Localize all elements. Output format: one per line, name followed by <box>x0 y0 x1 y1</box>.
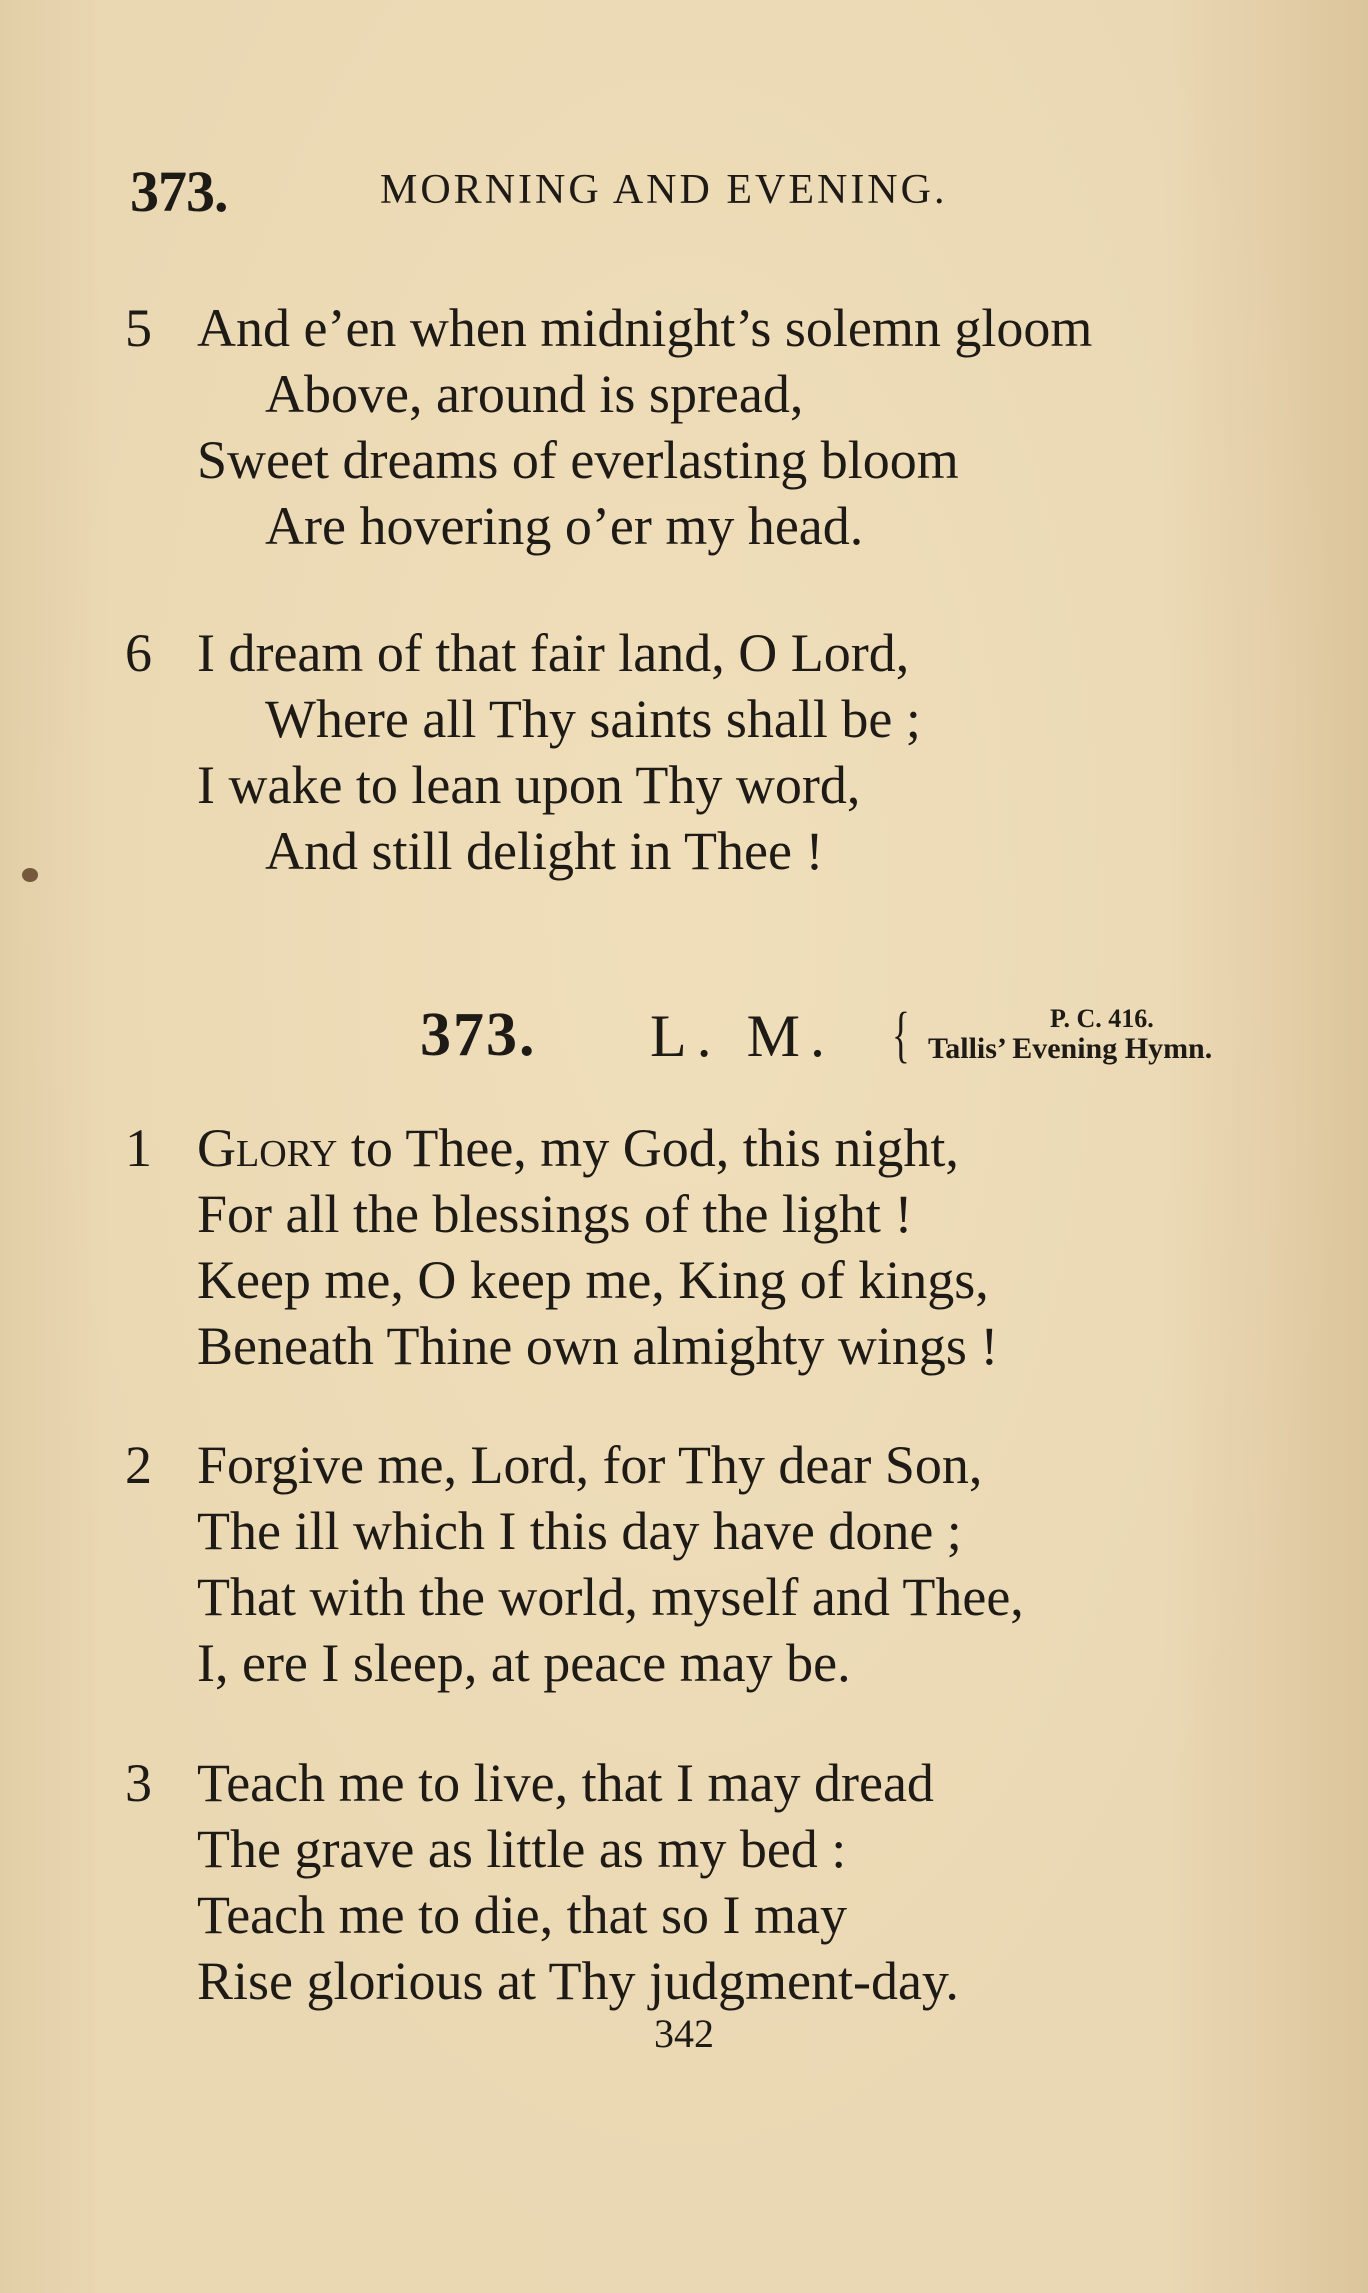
verse-text: Rise glorious at Thy judgment-day. <box>197 1951 959 2011</box>
verse-text: I wake to lean upon Thy word, <box>197 755 861 815</box>
verse-text: Where all Thy saints shall be ; <box>265 689 921 749</box>
ink-speck <box>22 868 38 882</box>
verse-line <box>125 818 1325 884</box>
verse-line <box>125 493 1325 559</box>
verse-text: For all the blessings of the light ! <box>197 1184 913 1244</box>
initial-capital: G <box>197 1118 236 1178</box>
verse-text: The ill which I this day have done ; <box>197 1501 962 1561</box>
running-head-hymn-number: 373. <box>130 159 228 224</box>
running-head-title: MORNING AND EVENING. <box>380 167 948 213</box>
verse-text: Above, around is spread, <box>265 364 804 424</box>
verse-text: And still delight in Thee ! <box>265 821 824 881</box>
verse-text: Sweet dreams of everlasting bloom <box>197 430 959 490</box>
verse-line <box>125 1750 1325 1816</box>
verse-line <box>125 361 1325 427</box>
running-head <box>130 158 1280 228</box>
verse-text: Are hovering o’er my head. <box>265 496 864 556</box>
verse-line <box>125 1432 1325 1498</box>
verse-line <box>125 1948 1325 2014</box>
verse-line <box>125 1181 1325 1247</box>
stanza-number: 2 <box>125 1435 152 1495</box>
stanza-number: 3 <box>125 1753 152 1813</box>
hymn-header <box>420 1000 1340 1080</box>
hymn-number: 373. <box>420 1001 537 1069</box>
verse-text: Teach me to live, that I may dread <box>197 1753 934 1813</box>
verse-line <box>125 1882 1325 1948</box>
verse-line <box>125 1630 1325 1696</box>
verse-line <box>125 1564 1325 1630</box>
verse-text <box>197 1115 959 1181</box>
hymn-brace: { <box>892 1001 910 1069</box>
verse-text: And e’en when midnight’s solemn gloom <box>197 298 1093 358</box>
stanza-3 <box>125 1750 1325 2014</box>
verse-line <box>125 427 1325 493</box>
stanza-number: 1 <box>125 1118 152 1178</box>
page-number: 342 <box>654 2011 714 2056</box>
verse-line <box>125 686 1325 752</box>
verse-line <box>125 1247 1325 1313</box>
verse-text: Beneath Thine own almighty wings ! <box>197 1316 999 1376</box>
verse-line <box>125 1498 1325 1564</box>
small-caps-word: lory <box>236 1118 338 1178</box>
hymn-meter: L. M. <box>650 1003 835 1069</box>
prev-stanza-6 <box>125 620 1325 884</box>
verse-line <box>125 620 1325 686</box>
verse-text: The grave as little as my bed : <box>197 1819 847 1879</box>
stanza-number: 6 <box>125 623 152 683</box>
verse-text: Keep me, O keep me, King of kings, <box>197 1250 989 1310</box>
verse-text: I, ere I sleep, at peace may be. <box>197 1633 851 1693</box>
hymn-reference: P. C. 416. <box>1050 1004 1154 1033</box>
stanza-1 <box>125 1115 1325 1379</box>
verse-line <box>125 1816 1325 1882</box>
verse-line <box>125 1313 1325 1379</box>
stanza-2 <box>125 1432 1325 1696</box>
hymn-tune: Tallis’ Evening Hymn. <box>928 1032 1213 1065</box>
prev-stanza-5 <box>125 295 1325 559</box>
verse-text: Teach me to die, that so I may <box>197 1885 848 1945</box>
verse-text: Forgive me, Lord, for Thy dear Son, <box>197 1435 983 1495</box>
stanza-number: 5 <box>125 298 152 358</box>
first-line-rest: to Thee, my God, this night, <box>337 1118 959 1178</box>
verse-text: That with the world, myself and Thee, <box>197 1567 1024 1627</box>
verse-text: I dream of that fair land, O Lord, <box>197 623 910 683</box>
verse-line <box>125 295 1325 361</box>
verse-line <box>125 1115 1325 1181</box>
verse-line <box>125 752 1325 818</box>
